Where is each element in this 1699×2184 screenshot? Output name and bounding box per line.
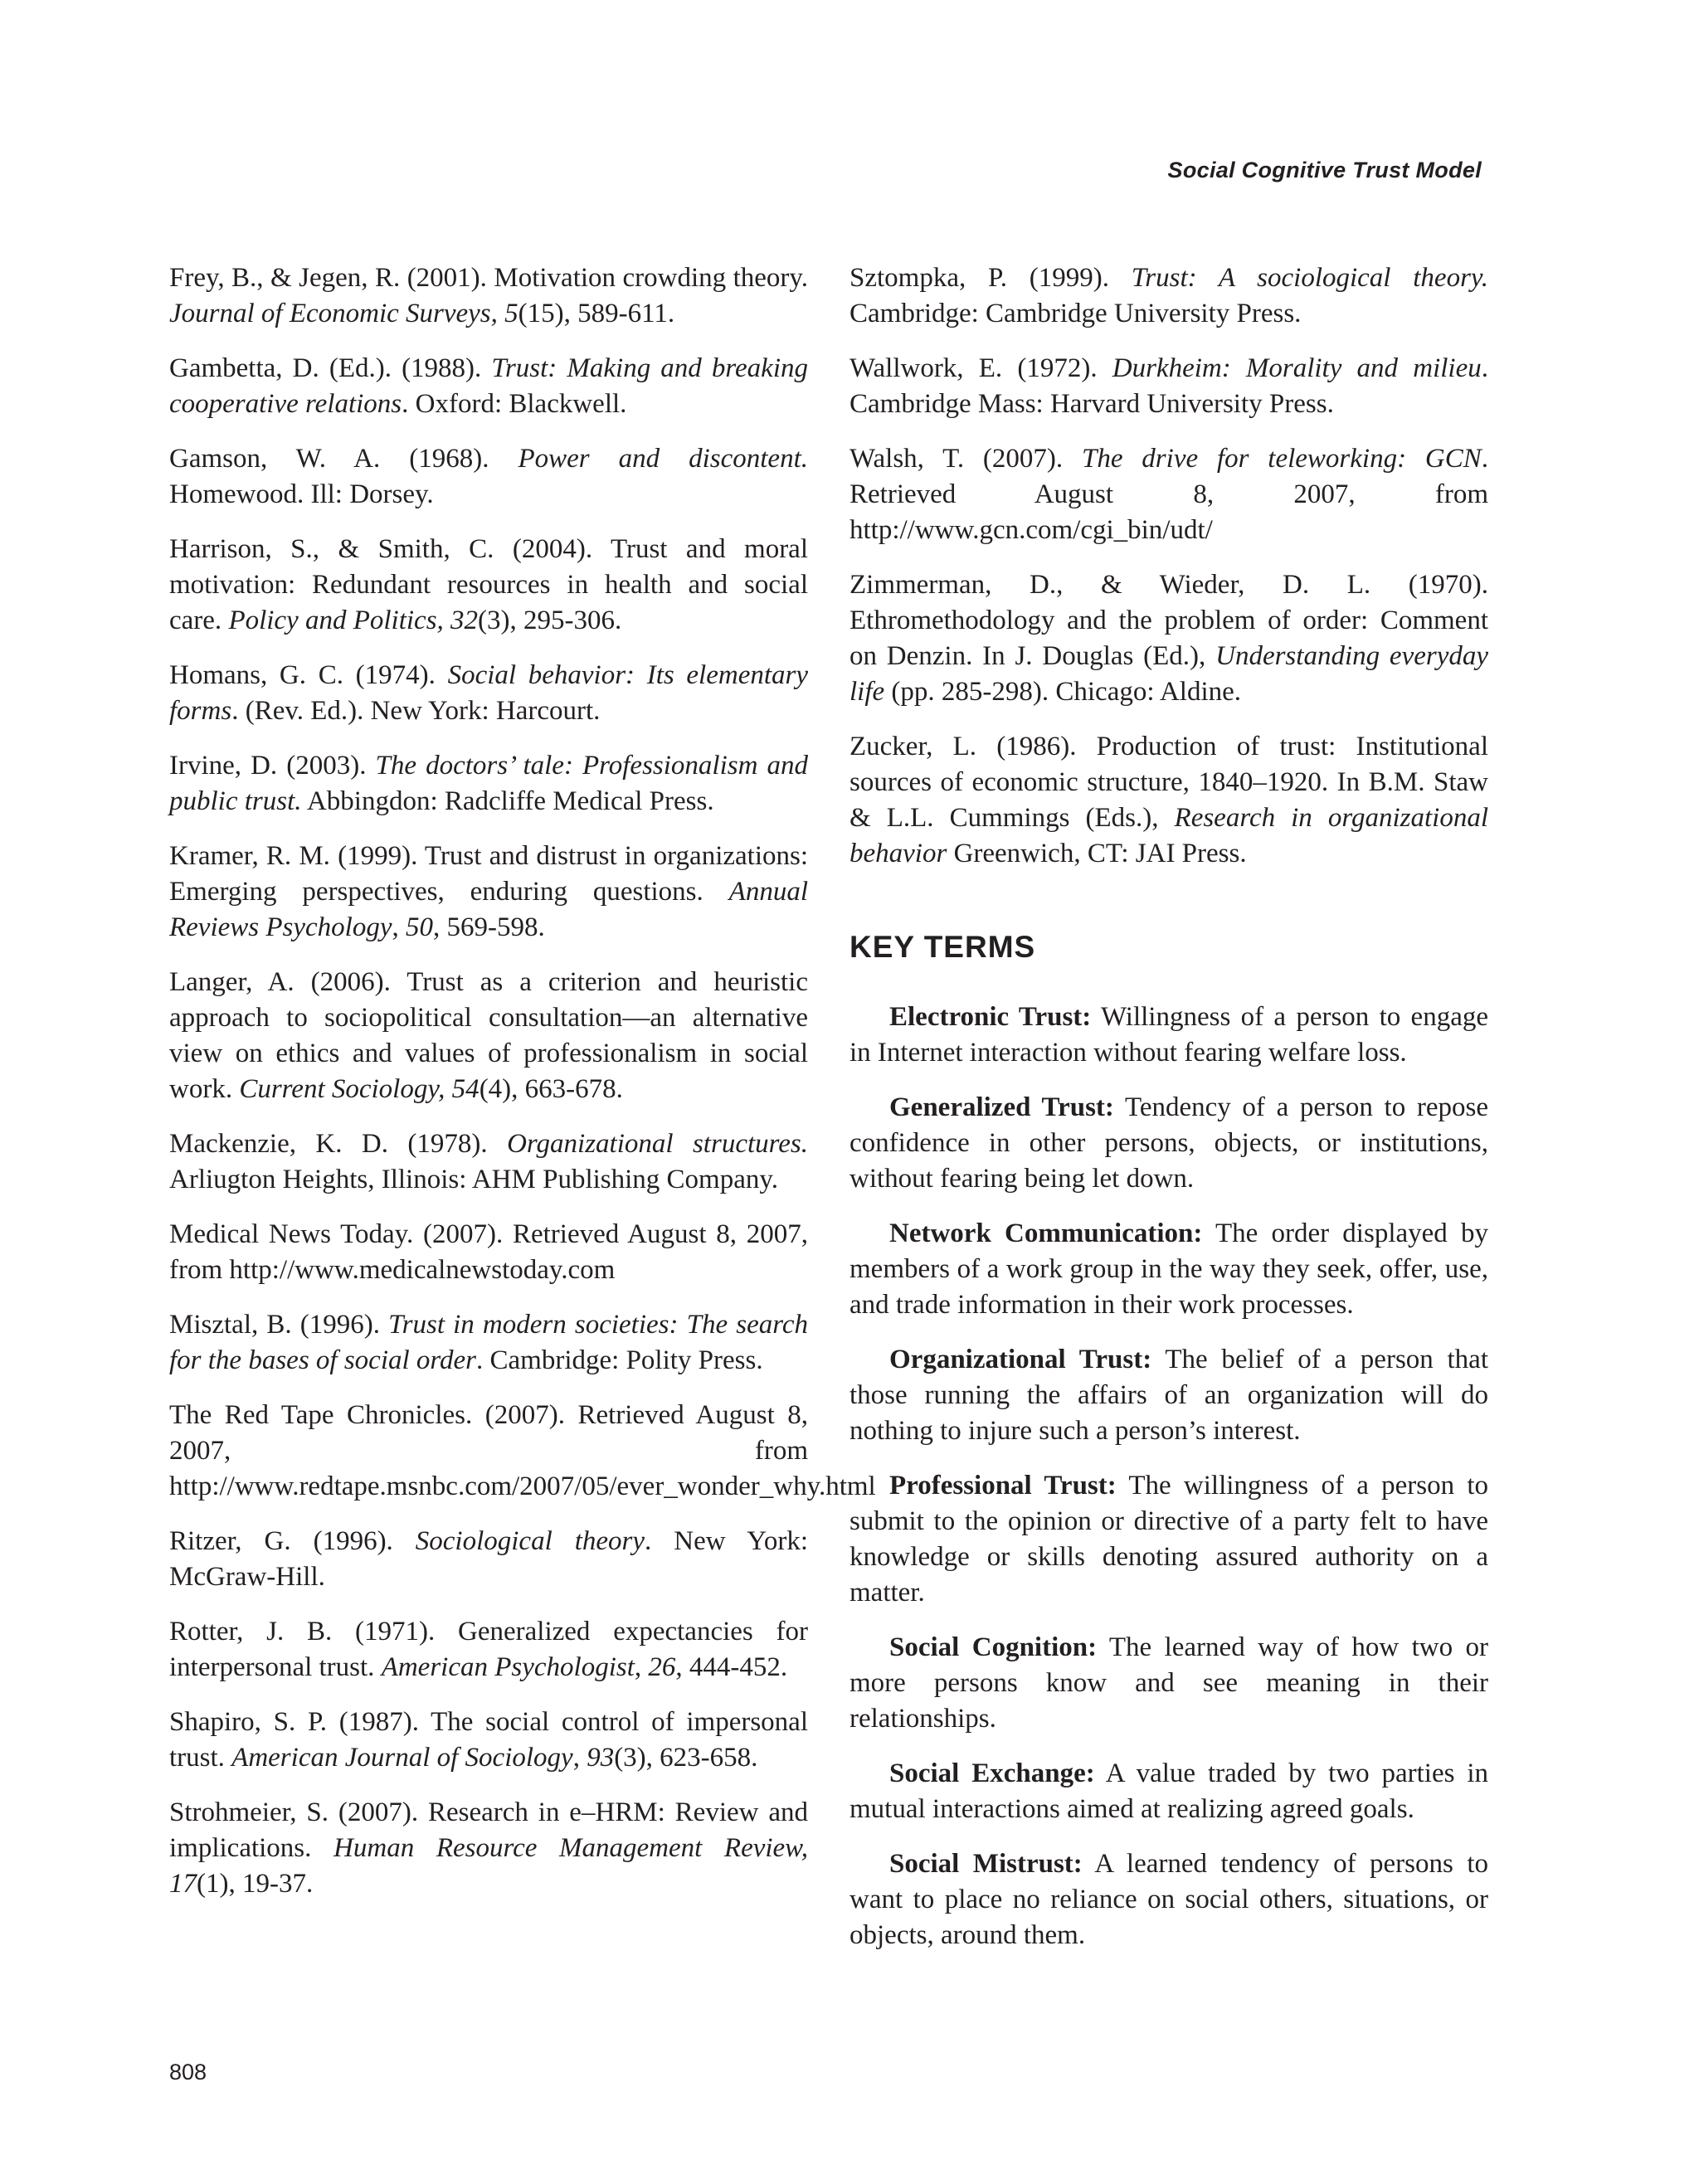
key-term-label: Electronic Trust: (889, 1002, 1092, 1032)
reference-entry (169, 1217, 808, 1288)
reference-text-run: Zimmerman, D., & Wieder, D. L. (1970). Ethromethodology and the problem of order: Comment on Denzin. In J. Douglas (Ed.), (850, 570, 1488, 671)
reference-entry (850, 351, 1488, 422)
reference-text-run: . New York: McGraw-Hill. (169, 1526, 808, 1592)
key-term-label: Generalized Trust: (889, 1092, 1114, 1122)
reference-entry (169, 1614, 808, 1685)
reference-entry (169, 1524, 808, 1595)
reference-italic-run: The drive for teleworking: GCN (1081, 444, 1482, 474)
key-term-definition: Tendency of a person to repose confidence in other persons, objects, or institutions, without fearing being let down. (850, 1092, 1489, 1194)
reference-italic-run: American Psychologist (381, 1652, 635, 1682)
key-term-label: Organizational Trust: (889, 1345, 1152, 1374)
reference-entry (169, 748, 808, 820)
reference-text-run: Cambridge: Cambridge University Press. (850, 299, 1302, 328)
reference-entry (169, 260, 808, 332)
key-term-definition: The belief of a person that those running the affairs of an organization will do nothing to injure such a person’s interest. (850, 1345, 1488, 1446)
running-head: Social Cognitive Trust Model (1167, 158, 1482, 182)
reference-italic-run: Research in organizational behavior (850, 803, 1488, 868)
key-term-definition: The order displayed by members of a work group in the way they seek, offer, use, and trade information in their work processes. (850, 1218, 1488, 1320)
reference-text-run: Frey, B., & Jegen, R. (2001). Motivation crowding theory. (169, 263, 808, 293)
reference-text-run: Zucker, L. (1986). Production of trust: Institutional sources of economic structure, 1840–1920. In B.M. Staw & L.L. Cummings (Eds.), (850, 732, 1488, 833)
reference-text-run: Irvine, D. (2003). (169, 751, 376, 781)
key-term-definition: A learned tendency of persons to want to place no reliance on social others, situations, or objects, around them. (850, 1849, 1488, 1950)
reference-italic-run: 93 (587, 1743, 615, 1773)
reference-italic-run: Policy and Politics, 32 (228, 606, 479, 635)
reference-italic-run: Human Resource Management Review, 17 (169, 1833, 808, 1899)
key-terms-heading: KEY TERMS (850, 930, 1036, 964)
reference-entry (169, 965, 808, 1107)
reference-entry (169, 1795, 808, 1902)
reference-text-run: Medical News Today. (2007). Retrieved August 8, 2007, from http://www.medicalnewstoday.com (169, 1219, 808, 1285)
reference-italic-run: 26 (648, 1652, 676, 1682)
reference-italic-run: Trust in modern societies: The search for the bases of social order (169, 1310, 808, 1375)
reference-italic-run: Trust: A sociological theory. (1131, 263, 1488, 293)
reference-entry (850, 260, 1488, 332)
reference-italic-run: American Journal of Sociology (231, 1743, 573, 1773)
key-term-label: Network Communication: (889, 1218, 1203, 1248)
reference-text-run: Langer, A. (2006). Trust as a criterion and heuristic approach to sociopolitical consultation—an alternative view on ethics and values of professionalism in social work. (169, 967, 808, 1104)
reference-text-run: (3), 295-306. (478, 606, 622, 635)
reference-italic-run: Power and discontent. (518, 444, 808, 474)
reference-text-run: . Retrieved August 8, 2007, from http://www.gcn.com/cgi_bin/udt/ (850, 444, 1488, 545)
reference-italic-run: Trust: Making and breaking cooperative relations (169, 353, 808, 419)
reference-entry (169, 1126, 808, 1198)
reference-text-run: (4), 663-678. (479, 1074, 623, 1104)
reference-text-run: Gambetta, D. (Ed.). (1988). (169, 353, 492, 383)
reference-entry (169, 1307, 808, 1379)
reference-text-run: Abbingdon: Radcliffe Medical Press. (301, 786, 714, 816)
reference-text-run: Greenwich, CT: JAI Press. (947, 839, 1247, 868)
reference-entry (169, 1398, 876, 1505)
reference-text-run: Rotter, J. B. (1971). Generalized expectancies for interpersonal trust. (169, 1617, 808, 1682)
reference-text-run: Strohmeier, S. (2007). Research in e–HRM: Review and implications. (169, 1797, 808, 1863)
reference-text-run: , (572, 1743, 587, 1773)
reference-text-run: . Oxford: Blackwell. (402, 389, 627, 419)
key-term-label: Social Mistrust: (889, 1849, 1083, 1879)
reference-italic-run: Durkheim: Morality and milieu (1112, 353, 1482, 383)
key-term-entry (850, 1468, 1488, 1611)
reference-entry (850, 729, 1488, 872)
reference-entry (169, 532, 808, 639)
reference-text-run: , 444-452. (675, 1652, 788, 1682)
reference-text-run: , (634, 1652, 649, 1682)
reference-italic-run: Sociological theory (415, 1526, 645, 1556)
key-term-entry (850, 1090, 1488, 1197)
reference-text-run: The Red Tape Chronicles. (2007). Retrieved August 8, 2007, from http://www.redtape.msnbc.com/2007/05/ever_wonder_why.html (169, 1400, 876, 1501)
reference-italic-run: 50 (405, 912, 433, 942)
key-term-entry (850, 1846, 1488, 1953)
reference-italic-run: Social behavior: Its elementary forms (169, 660, 808, 726)
reference-text-run: Harrison, S., & Smith, C. (2004). Trust and moral motivation: Redundant resources in health and social care. (169, 534, 808, 635)
key-term-label: Professional Trust: (889, 1471, 1117, 1501)
reference-text-run: Arliugton Heights, Illinois: AHM Publishing Company. (169, 1165, 778, 1194)
reference-text-run: Mackenzie, K. D. (1978). (169, 1129, 508, 1159)
reference-text-run: Homans, G. C. (1974). (169, 660, 448, 690)
reference-italic-run: Annual Reviews Psychology (169, 877, 808, 942)
key-term-entry (850, 1000, 1488, 1071)
reference-text-run: . Cambridge: Polity Press. (476, 1345, 763, 1375)
reference-text-run: Gamson, W. A. (1968). (169, 444, 518, 474)
references-right-column (850, 260, 1488, 1972)
reference-text-run: Sztompka, P. (1999). (850, 263, 1132, 293)
key-term-entry (850, 1342, 1488, 1449)
reference-text-run: (3), 623-658. (614, 1743, 758, 1773)
key-term-definition: Willingness of a person to engage in Internet interaction without fearing welfare loss. (850, 1002, 1488, 1068)
reference-text-run: (15), 589-611. (518, 299, 675, 328)
key-term-label: Social Cognition: (889, 1632, 1098, 1662)
reference-italic-run: Understanding everyday life (850, 641, 1488, 707)
reference-text-run: (1), 19-37. (197, 1869, 314, 1899)
references-left-column (169, 260, 876, 1921)
page-number: 808 (169, 2060, 207, 2084)
reference-text-run: Misztal, B. (1996). (169, 1310, 389, 1340)
key-term-entry (850, 1630, 1488, 1737)
key-term-label: Social Exchange: (889, 1758, 1095, 1788)
reference-entry (169, 839, 808, 946)
reference-italic-run: Organizational structures. (507, 1129, 808, 1159)
reference-entry (169, 351, 808, 422)
key-term-definition: The willingness of a person to submit to the opinion or directive of a party felt to have knowledge or skills denoting assured authority on a matter. (850, 1471, 1488, 1608)
key-term-entry (850, 1216, 1488, 1323)
key-term-definition: A value traded by two parties in mutual interactions aimed at realizing agreed goals. (850, 1758, 1488, 1824)
reference-entry (850, 567, 1488, 710)
reference-italic-run: The doctors’ tale: Professionalism and public trust. (169, 751, 808, 816)
key-term-definition: The learned way of how two or more persons know and see meaning in their relationships. (850, 1632, 1488, 1734)
reference-text-run: Shapiro, S. P. (1987). The social control of impersonal trust. (169, 1707, 808, 1773)
reference-entry (169, 1705, 808, 1776)
reference-text-run: , (392, 912, 406, 942)
reference-text-run: Walsh, T. (2007). (850, 444, 1082, 474)
reference-italic-run: Journal of Economic Surveys, 5 (169, 299, 518, 328)
reference-italic-run: Current Sociology, 54 (239, 1074, 480, 1104)
reference-text-run: . (Rev. Ed.). New York: Harcourt. (231, 696, 601, 726)
reference-entry (169, 441, 808, 513)
reference-entry (169, 658, 808, 729)
reference-text-run: Kramer, R. M. (1999). Trust and distrust in organizations: Emerging perspectives, enduring questions. (169, 841, 808, 907)
reference-text-run: (pp. 285-298). Chicago: Aldine. (884, 677, 1242, 707)
key-term-entry (850, 1756, 1488, 1827)
reference-text-run: Wallwork, E. (1972). (850, 353, 1112, 383)
reference-text-run: Homewood. Ill: Dorsey. (169, 479, 434, 509)
reference-text-run: , 569-598. (432, 912, 545, 942)
reference-text-run: . Cambridge Mass: Harvard University Press. (850, 353, 1488, 419)
reference-entry (850, 441, 1488, 548)
reference-text-run: Ritzer, G. (1996). (169, 1526, 416, 1556)
